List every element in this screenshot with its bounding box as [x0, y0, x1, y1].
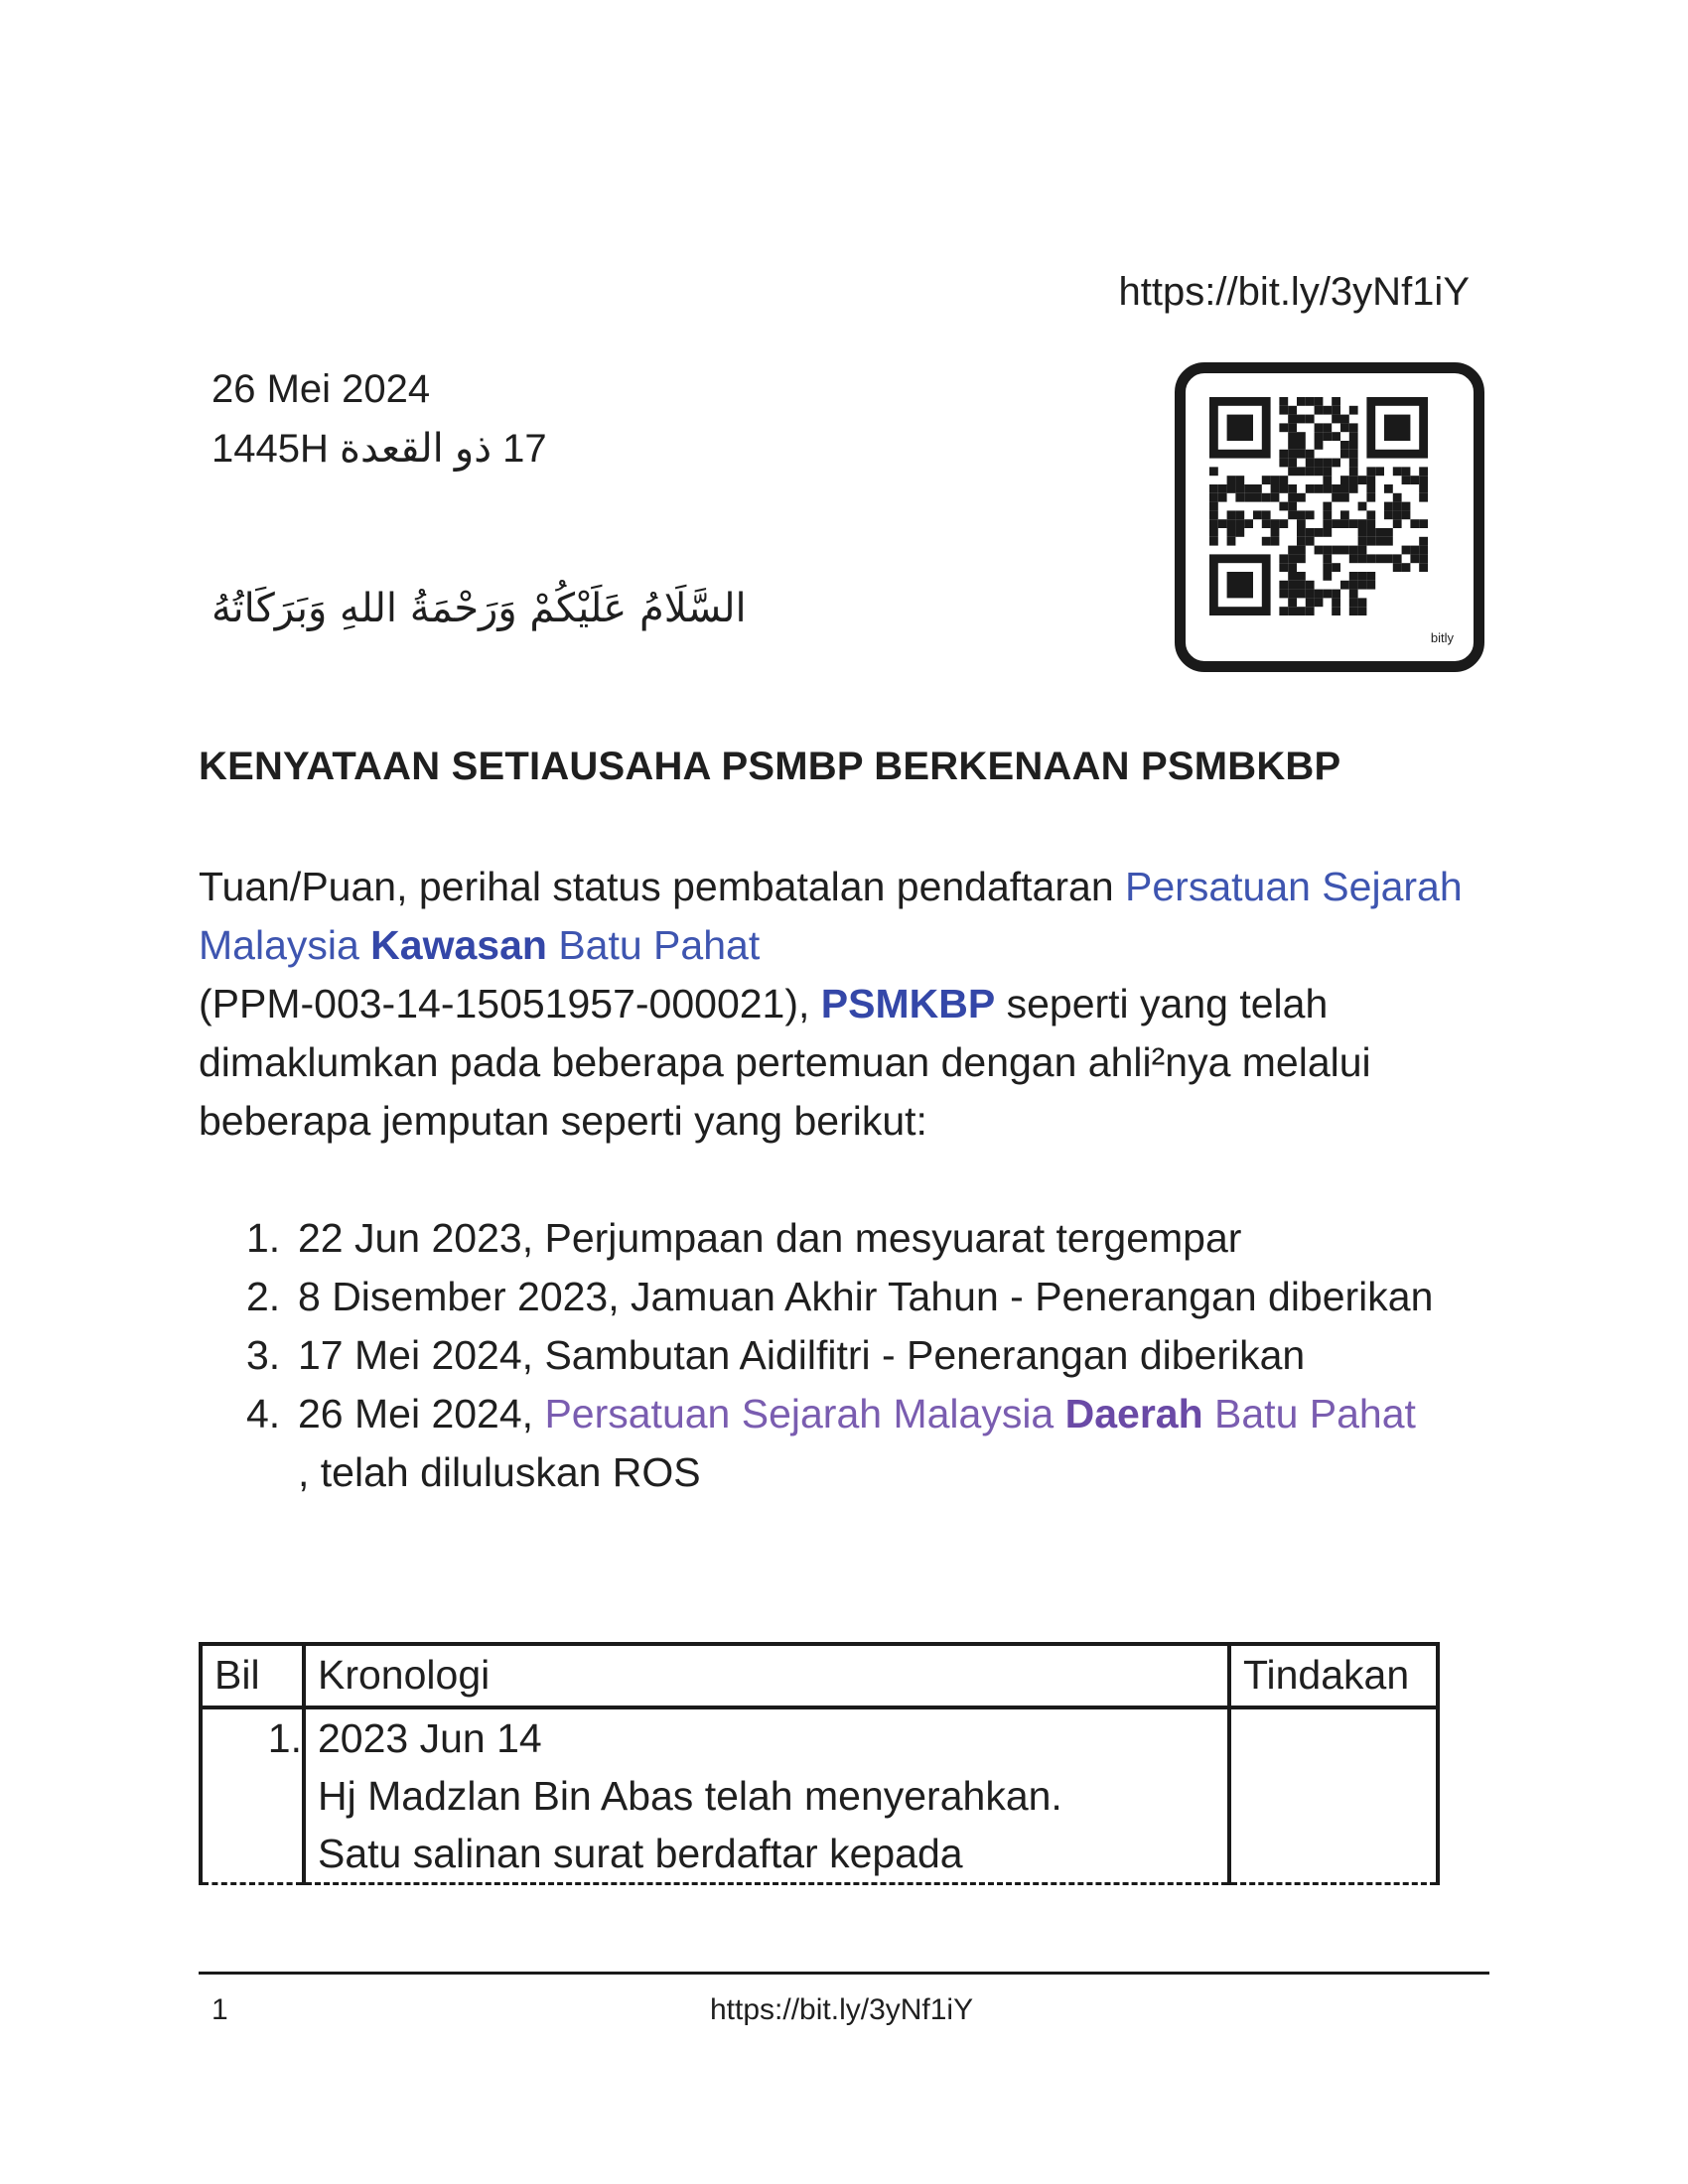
list-number: 4. [246, 1391, 281, 1436]
org-name-bold: Daerah [1064, 1391, 1203, 1436]
list-text: 26 Mei 2024, [298, 1391, 545, 1436]
list-item [199, 1209, 1489, 1268]
list-text: 22 Jun 2023, Perjumpaan dan mesyuarat tergempar [298, 1215, 1242, 1261]
salam-greeting: السَّلَامُ عَلَيْكُمْ وَرَحْمَةُ اللهِ وَبَرَكَاتُهُ [211, 586, 747, 631]
org-name-part: Batu Pahat [1202, 1391, 1416, 1436]
intro-text-1: Tuan/Puan, perihal status pembatalan pendaftaran [199, 864, 1126, 909]
list-item [199, 1268, 1489, 1326]
list-text: 8 Disember 2023, Jamuan Akhir Tahun - Penerangan diberikan [298, 1274, 1434, 1319]
page-number: 1 [211, 1993, 228, 2026]
qr-brand-label: bitly [1430, 630, 1454, 645]
intro-paragraph [199, 858, 1489, 1151]
date-gregorian: 26 Mei 2024 [211, 367, 431, 411]
cell-bil: 1. [201, 1707, 304, 1884]
org-name-daerah[interactable] [544, 1391, 1415, 1436]
chronology-table [199, 1642, 1440, 1885]
registration-number: (PPM-003-14-15051957-000021), [199, 981, 821, 1026]
list-number: 2. [246, 1274, 281, 1319]
list-item [199, 1326, 1489, 1385]
intro-text-2: seperti yang telah dimaklumkan pada beberapa pertemuan dengan ahli²nya melalui beberapa jemputan seperti yang berikut: [199, 981, 1371, 1144]
abbr-psmkbp[interactable]: PSMKBP [820, 981, 996, 1026]
cell-kronologi [304, 1707, 1229, 1884]
table-row [201, 1707, 1438, 1884]
header-tindakan: Tindakan [1229, 1644, 1438, 1707]
org-name-part: Persatuan Sejarah Malaysia [199, 864, 1463, 968]
list-item [199, 1385, 1489, 1502]
list-text: 17 Mei 2024, Sambutan Aidilfitri - Penerangan diberikan [298, 1332, 1306, 1378]
org-name-bold: Kawasan [370, 922, 547, 968]
date-block [211, 359, 547, 478]
cell-tindakan [1229, 1707, 1438, 1884]
list-text: , telah diluluskan ROS [298, 1449, 701, 1495]
table-header-row [201, 1644, 1438, 1707]
qr-code-icon [1209, 397, 1428, 615]
event-list [199, 1209, 1489, 1502]
org-name-part: Batu Pahat [546, 922, 761, 968]
cell-line: Satu salinan surat berdaftar kepada [318, 1831, 963, 1876]
list-number: 3. [246, 1332, 281, 1378]
header-bil: Bil [201, 1644, 304, 1707]
qr-code[interactable] [1175, 362, 1484, 672]
header-kronologi: Kronologi [304, 1644, 1229, 1707]
footer-divider [199, 1972, 1489, 1975]
header-url[interactable]: https://bit.ly/3yNf1iY [1118, 270, 1470, 314]
footer-url[interactable]: https://bit.ly/3yNf1iY [710, 1993, 974, 2026]
cell-line: Hj Madzlan Bin Abas telah menyerahkan. [318, 1773, 1062, 1819]
date-hijri: 17 ذو القعدة 1445H [211, 427, 547, 471]
list-number: 1. [246, 1215, 281, 1261]
cell-line: 2023 Jun 14 [318, 1715, 542, 1761]
document-heading: KENYATAAN SETIAUSAHA PSMBP BERKENAAN PSMBKBP [199, 745, 1341, 788]
org-name-part: Persatuan Sejarah Malaysia [544, 1391, 1065, 1436]
